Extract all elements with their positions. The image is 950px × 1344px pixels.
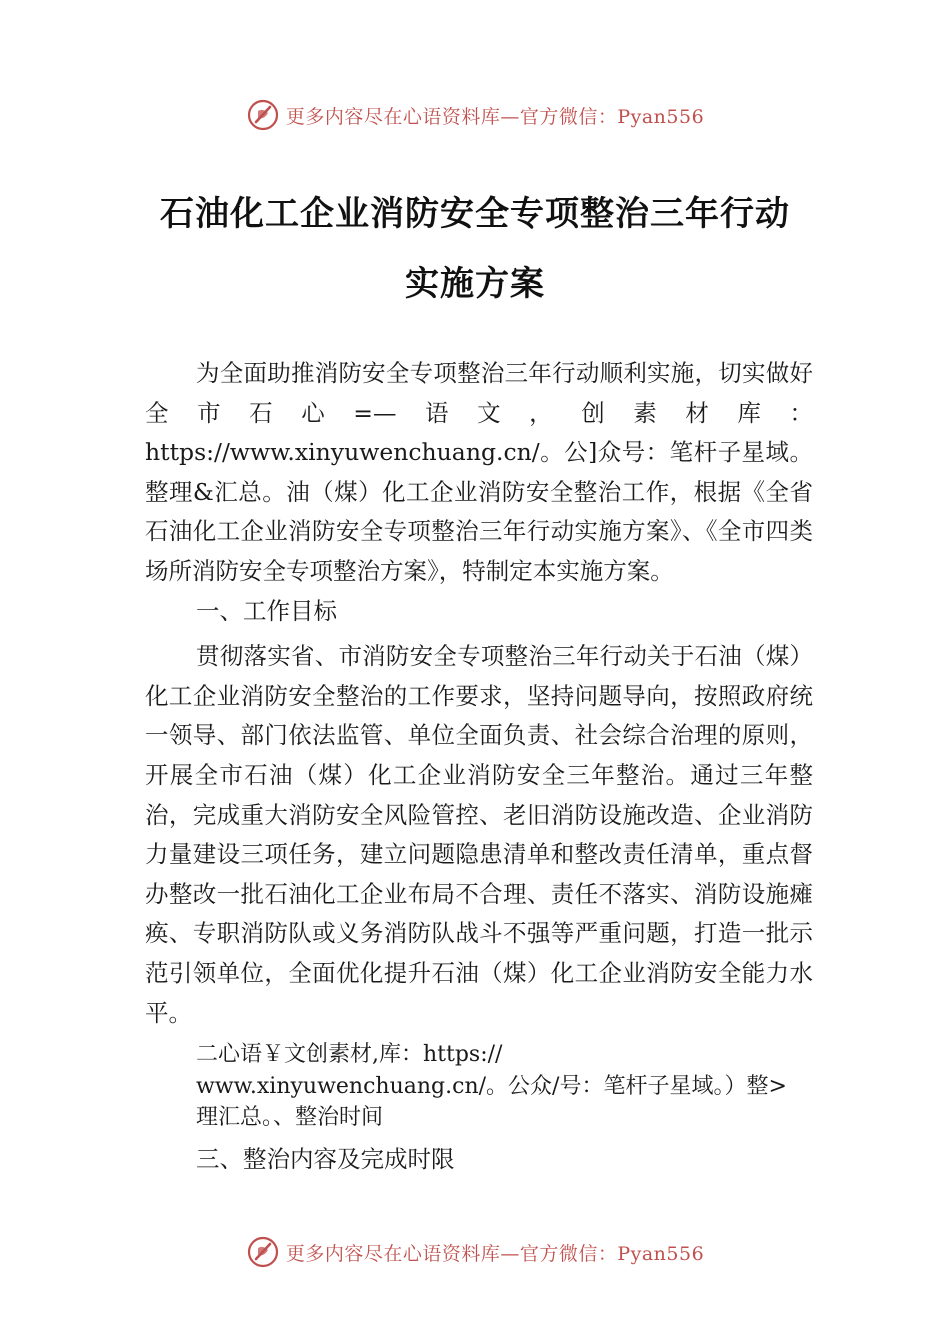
watermark-text: 更多内容尽在心语资料库—官方微信：Pyan556 bbox=[285, 105, 705, 128]
section2-heading bbox=[196, 1039, 813, 1134]
section3-heading: 三、整治内容及完成时限 bbox=[196, 1144, 455, 1173]
section2-line: 二心语￥文创素材,库：https:// bbox=[196, 1042, 503, 1068]
footer-watermark bbox=[0, 1232, 950, 1272]
document-title-line2: 实施方案 bbox=[405, 264, 545, 304]
section2-line: www.xinyuwenchuang.cn/。公众/号：笔杆子星域。）整> bbox=[196, 1073, 787, 1099]
document-body bbox=[145, 354, 813, 1179]
intro-paragraph: 为全面助推消防安全专项整治三年行动顺利实施，切实做好全市石心=—语文，创素材库：https://www.xinyuwenchuang.cn/。公]众号：笔杆子星域。整理&汇总。油（煤）化工企业消防安全整治工作，根据《全省石油化工企业消防安全专项整治三年行动实施方案》、《全市四类场所消防安全专项整治方案》，特制定本实施方案。 bbox=[145, 359, 813, 585]
header-watermark bbox=[0, 95, 950, 135]
document-title-line1: 石油化工企业消防安全专项整治三年行动 bbox=[160, 194, 790, 234]
section2-line: 理汇总。、整治时间 bbox=[196, 1105, 384, 1131]
logo-icon bbox=[246, 98, 280, 132]
section1-heading: 一、工作目标 bbox=[196, 596, 337, 625]
watermark-text: 更多内容尽在心语资料库—官方微信：Pyan556 bbox=[285, 1242, 705, 1265]
logo-icon bbox=[246, 1235, 280, 1269]
section1-paragraph: 贯彻落实省、市消防安全专项整治三年行动关于石油（煤）化工企业消防安全整治的工作要求，坚持问题导向，按照政府统一领导、部门依法监管、单位全面负责、社会综合治理的原则，开展全市石油（煤）化工企业消防安全三年整治。通过三年整治，完成重大消防安全风险管控、老旧消防设施改造、企业消防力量建设三项任务，建立问题隐患清单和整改责任清单，重点督办整改一批石油化工企业布局不合理、责任不落实、消防设施瘫痪、专职消防队或义务消防队战斗不强等严重问题，打造一批示范引领单位，全面优化提升石油（煤）化工企业消防安全能力水平。 bbox=[145, 642, 813, 1027]
